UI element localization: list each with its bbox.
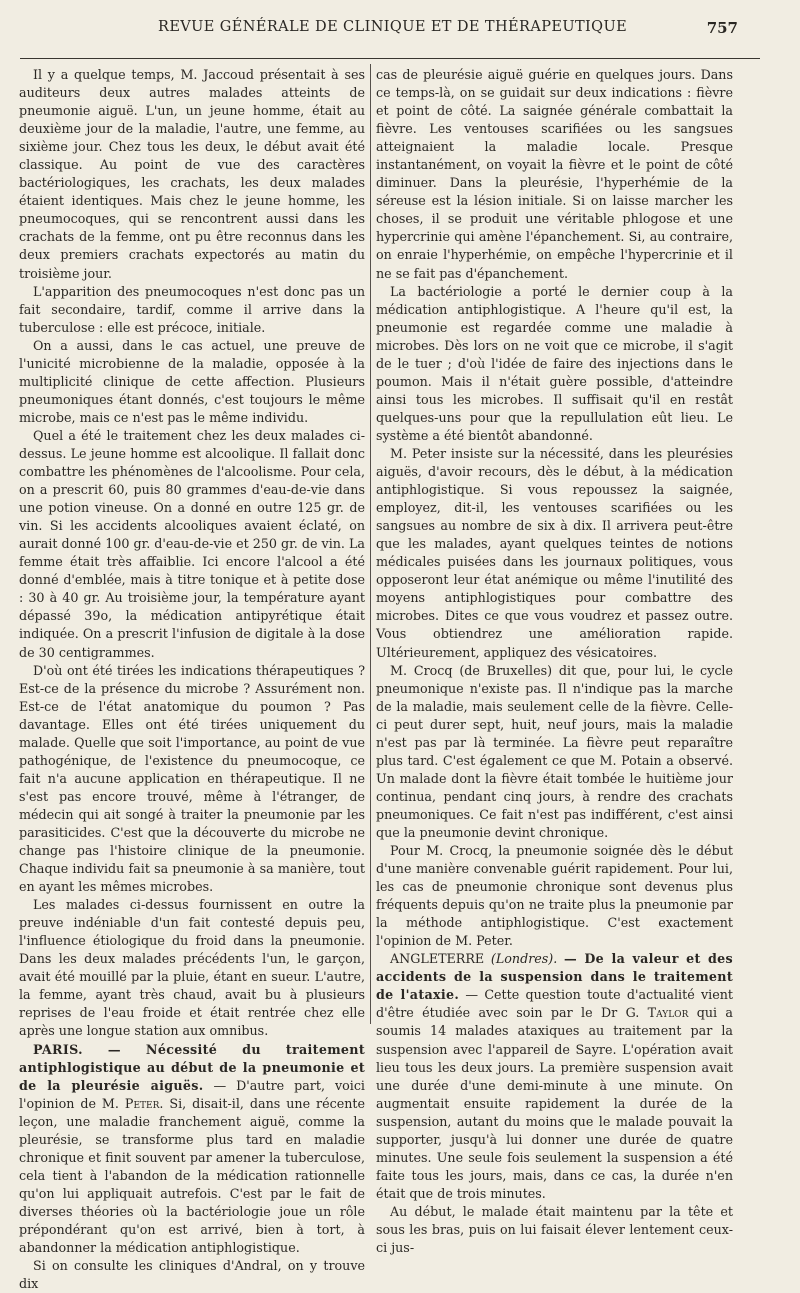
paragraph: Quel a été le traitement chez les deux malades ci-dessus. Le jeune homme est alcoolique. Il fallait donc combattre les phénomènes de l'alcoolisme. Pour cela, on a prescrit 60, puis 80 grammes d'eau-de-vie dans une potion vineuse. On a donné en outre 125 gr. de vin. Si les accidents alcooliques avaient éclaté, on aurait donné 100 gr. d'eau-de-vie et 250 gr. de vin. La femme était très affaiblie. Ici encore l'alcool a été donné d'emblée, mais à titre tonique et à petite dose : 30 à 40 gr. Au troisième jour, la température ayant dépassé 39o, la médication antipyrétique était indiquée. On a prescrit l'infusion de digitale à la dose de 30 centigrammes. bbox=[19, 427, 365, 660]
section-heading: — De la valeur et des accidents de la suspension dans le traitement de l'ataxie. bbox=[376, 951, 733, 1003]
left-column bbox=[19, 66, 365, 1293]
paragraph: Pour M. Crocq, la pneumonie soignée dès le début d'une manière convenable guérit rapidement. Pour lui, les cas de pneumonie chronique sont devenus plus fréquents depuis qu'on ne traite plus la pneumonie par la méthode antiphlogistique. C'est exactement l'opinion de M. Peter. bbox=[376, 843, 733, 949]
page-number: 757 bbox=[706, 19, 738, 37]
author-name: Taylor bbox=[647, 1005, 689, 1021]
running-header bbox=[0, 14, 800, 42]
paragraph: Si on consulte les cliniques d'Andral, on y trouve dix bbox=[19, 1258, 365, 1292]
section-paris bbox=[19, 1041, 365, 1258]
paragraph: M. Crocq (de Bruxelles) dit que, pour lui, le cycle pneumonique n'existe pas. Il n'indique pas la marche de la maladie, mais seulement celle de la fièvre. Celle-ci peut durer sept, huit, neuf jours, mais la maladie n'est pas par là terminée. La fièvre peut reparaître plus tard. C'est également ce que M. Potain a observé. Un malade dont la fièvre était tombée le huitième jour continua, pendant cinq jours, à rendre des crachats pneumoniques. Ce fait n'est pas indifférent, c'est ainsi que la pneumonie devint chronique. bbox=[376, 662, 733, 840]
paragraph: D'où ont été tirées les indications thérapeutiques ? Est-ce de la présence du microbe ? Assurément non. Est-ce de l'état anatomique du poumon ? Pas davantage. Elles ont été tirées uniquement du malade. Quelle que soit l'importance, au point de vue pathogénique, de l'existence du pneumocoque, ce fait n'a aucune application en thérapeutique. Il ne s'est pas encore trouvé, même à l'étranger, de médecin qui ait songé à traiter la pneumonie par les parasiticides. C'est que la découverte du microbe ne change pas l'histoire clinique de la pneumonie. Chaque individu fait sa pneumonie à sa manière, tout en ayant les mêmes microbes. bbox=[19, 662, 365, 895]
section-text: qui a soumis 14 malades ataxiques au traitement par la suspension avec l'appareil de Sayre. L'opération avait lieu tous les deux jours. La première suspension avait une durée d'une demi-minute à une minute. On augmentait ensuite rapidement la durée de la suspension, autant du moins que le malade pouvait la supporter, jusqu'à lui donner une durée de quatre minutes. Une seule fois seulement la suspension a été faite tous les jours, mais, dans ce cas, la durée n'en était que de trois minutes. bbox=[376, 1005, 733, 1201]
paragraph: Au début, le malade était maintenu par la tête et sous les bras, puis on lui faisait élever lentement ceux-ci jus- bbox=[376, 1203, 733, 1256]
header-rule bbox=[20, 58, 760, 59]
section-text: — Cette question toute d'actualité vient d'être étudiée avec soin par le Dr G. bbox=[376, 987, 733, 1021]
right-column bbox=[376, 66, 733, 1257]
paragraph: On a aussi, dans le cas actuel, une preuve de l'unicité microbienne de la maladie, opposée à la multiplicité clinique de cette affection. Plusieurs pneumoniques étant donnés, c'est toujours le même microbe, mais ce n'est pas le même individu. bbox=[19, 337, 365, 425]
section-text: — D'autre part, voici l'opinion de M. bbox=[19, 1077, 365, 1111]
column-divider bbox=[370, 64, 371, 1024]
section-heading: PARIS. — Nécessité du traitement antiphlogistique au début de la pneumonie et de la pleurésie aiguës. bbox=[19, 1041, 365, 1093]
paragraph: Il y a quelque temps, M. Jaccoud présentait à ses auditeurs deux autres malades atteints de pneumonie aiguë. L'un, un jeune homme, était au deuxième jour de la maladie, l'autre, une femme, au sixième jour. Chez tous les deux, le début avait été classique. Au point de vue des caractères bactériologiques, les crachats, les deux malades étaient identiques. Mais chez le jeune homme, les pneumocoques, qui se rencontrent aussi dans les crachats de la femme, ont pu être reconnus dans les deux premiers crachats expectorés au matin du troisième jour. bbox=[19, 67, 365, 281]
section-angleterre bbox=[376, 950, 733, 1203]
paragraph: cas de pleurésie aiguë guérie en quelques jours. Dans ce temps-là, on se guidait sur deux indications : fièvre et point de côté. La saignée générale combattait la fièvre. Les ventouses scarifiées ou les sangsues atteignaient la maladie locale. Presque instantanément, on voyait la fièvre et le point de côté diminuer. Dans la pleurésie, l'hyperhémie de la séreuse est la lésion initiale. Si on laisse marcher les choses, il se produit une véritable phlogose et une hypercrinie qui amène l'épanchement. Si, au contraire, on enraie l'hyperhémie, on empêche l'hypercrinie et il ne se fait pas d'épanchement. bbox=[376, 67, 733, 281]
journal-title: REVUE GÉNÉRALE DE CLINIQUE ET DE THÉRAPEUTIQUE bbox=[158, 19, 628, 35]
paragraph: Les malades ci-dessus fournissent en outre la preuve indéniable d'un fait contesté depuis peu, l'influence étiologique du froid dans la pneumonie. Dans les deux malades précédents l'un, le garçon, avait été mouillé par la pluie, étant en sueur. L'autre, la femme, ayant très chaud, avait bu à plusieurs reprises de l'eau froide et était rentrée chez elle après une longue station aux omnibus. bbox=[19, 897, 365, 1039]
section-place: ANGLETERRE bbox=[390, 951, 485, 967]
section-city: (Londres). bbox=[490, 951, 558, 967]
paragraph: La bactériologie a porté le dernier coup à la médication antiphlogistique. A l'heure qu'il est, la pneumonie est regardée comme une maladie à microbes. Dès lors on ne voit que ce microbe, il s'agit de le tuer ; d'où l'idée de faire des injections dans le poumon. Mais il n'était guère possible, d'atteindre ainsi tous les microbes. Il suffisait qu'il en restât quelques-uns pour que la repullulation eût lieu. Le système a été bientôt abandonné. bbox=[376, 283, 733, 443]
author-name: Peter bbox=[124, 1095, 160, 1111]
section-text: . Si, disait-il, dans une récente leçon, une maladie franchement aiguë, comme la pleurésie, se transforme plus tard en maladie chronique et finit souvent par amener la tuberculose, cela tient à l'abandon de la médication rationnelle qu'on lui appliquait autrefois. C'est par le fait de diverses théories où la bactériologie joue un rôle prépondérant qu'on est arrivé, bien à tort, à abandonner la médication antiphlogistique. bbox=[19, 1095, 365, 1256]
paragraph: L'apparition des pneumocoques n'est donc pas un fait secondaire, tardif, comme il arrive dans la tuberculose : elle est précoce, initiale. bbox=[19, 283, 365, 335]
paragraph: M. Peter insiste sur la nécessité, dans les pleurésies aiguës, d'avoir recours, dès le début, à la médication antiphlogistique. Si vous repoussez la saignée, employez, dit-il, les ventouses scarifiées ou les sangsues au nombre de six à dix. Il arrivera peut-être que les malades, ayant quelques teintes de notions médicales puisées dans les journaux politiques, vous opposeront leur état anémique ou même l'inutilité des moyens antiphlogistiques pour combattre des microbes. Dites ce que vous voudrez et passez outre. Vous obtiendrez une amélioration rapide. Ultérieurement, appliquez des vésicatoires. bbox=[376, 445, 733, 660]
